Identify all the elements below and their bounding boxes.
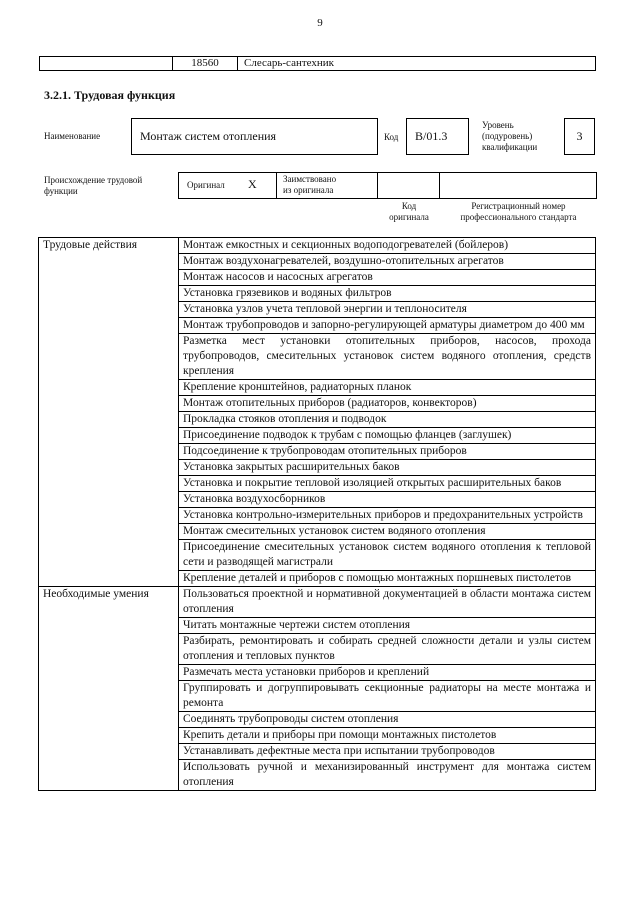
profession-code: 18560 bbox=[173, 57, 238, 71]
origin-label-line-1: Происхождение трудовой bbox=[44, 175, 143, 185]
name-label: Наименование bbox=[44, 131, 101, 141]
code-box bbox=[406, 118, 469, 155]
code-caption-line-2: оригинала bbox=[389, 212, 429, 222]
category-cell: Трудовые действия bbox=[39, 238, 179, 587]
item-cell: Монтаж отопительных приборов (радиаторов, конвекторов) bbox=[179, 396, 596, 412]
item-cell: Крепление деталей и приборов с помощью монтажных поршневых пистолетов bbox=[179, 571, 596, 587]
level-label-line-1: Уровень bbox=[482, 120, 514, 130]
origin-divider-3 bbox=[439, 172, 440, 199]
origin-box bbox=[178, 172, 597, 199]
origin-label-line-2: функции bbox=[44, 186, 78, 196]
item-cell: Присоединение подводок к трубам с помощью фланцев (заглушек) bbox=[179, 428, 596, 444]
origin-label bbox=[44, 175, 142, 197]
function-name: Монтаж систем отопления bbox=[140, 129, 277, 143]
reg-caption-line-2: профессионального стандарта bbox=[460, 212, 577, 222]
level-value: 3 bbox=[576, 129, 583, 143]
table-row bbox=[39, 587, 596, 618]
profession-title: Слесарь-сантехник bbox=[238, 57, 596, 71]
borrowed-label-line-1: Заимствовано bbox=[283, 174, 337, 184]
original-mark: X bbox=[248, 177, 257, 191]
item-cell: Устанавливать дефектные места при испытании трубопроводов bbox=[179, 744, 596, 760]
section-title: 3.2.1. Трудовая функция bbox=[44, 88, 176, 102]
level-label-line-3: квалификации bbox=[482, 142, 538, 152]
category-cell: Необходимые умения bbox=[39, 587, 179, 791]
item-cell: Пользоваться проектной и нормативной документацией в области монтажа систем отопления bbox=[179, 587, 596, 618]
item-cell: Монтаж воздухонагревателей, воздушно-отопительных агрегатов bbox=[179, 254, 596, 270]
reg-caption bbox=[441, 201, 596, 223]
borrowed-label bbox=[283, 174, 336, 196]
name-box bbox=[131, 118, 378, 155]
origin-divider-2 bbox=[377, 172, 378, 199]
level-label bbox=[482, 120, 537, 153]
item-cell: Прокладка стояков отопления и подводок bbox=[179, 412, 596, 428]
item-cell: Размечать места установки приборов и креплений bbox=[179, 665, 596, 681]
code-label: Код bbox=[384, 132, 399, 142]
code-caption-line-1: Код bbox=[401, 201, 417, 211]
original-label: Оригинал bbox=[187, 180, 225, 190]
item-cell: Монтаж емкостных и секционных водоподогревателей (бойлеров) bbox=[179, 238, 596, 254]
blank-cell bbox=[40, 57, 173, 71]
origin-divider-1 bbox=[276, 172, 277, 199]
table-row bbox=[39, 238, 596, 254]
item-cell: Читать монтажные чертежи систем отопления bbox=[179, 618, 596, 634]
item-cell: Разметка мест установки отопительных приборов, насосов, прохода трубопроводов, смесительных установок систем водяного отопления, средств крепления bbox=[179, 334, 596, 380]
item-cell: Соединять трубопроводы систем отопления bbox=[179, 712, 596, 728]
item-cell: Установка контрольно-измерительных приборов и предохранительных устройств bbox=[179, 508, 596, 524]
profession-row bbox=[39, 56, 596, 71]
item-cell: Присоединение смесительных установок систем водяного отопления к тепловой сети и разводящей магистрали bbox=[179, 540, 596, 571]
reg-caption-line-1: Регистрационный номер bbox=[471, 201, 566, 211]
item-cell: Разбирать, ремонтировать и собирать средней сложности детали и узлы систем отопления и тепловых пунктов bbox=[179, 634, 596, 665]
item-cell: Установка закрытых расширительных баков bbox=[179, 460, 596, 476]
item-cell: Установка и покрытие тепловой изоляцией открытых расширительных баков bbox=[179, 476, 596, 492]
item-cell: Монтаж трубопроводов и запорно-регулирующей арматуры диаметром до 400 мм bbox=[179, 318, 596, 334]
item-cell: Использовать ручной и механизированный инструмент для монтажа систем отопления bbox=[179, 760, 596, 791]
borrowed-label-line-2: из оригинала bbox=[283, 185, 334, 195]
item-cell: Установка грязевиков и водяных фильтров bbox=[179, 286, 596, 302]
level-box bbox=[564, 118, 595, 155]
activities-table bbox=[38, 237, 596, 791]
item-cell: Крепить детали и приборы при помощи монтажных пистолетов bbox=[179, 728, 596, 744]
item-cell: Установка узлов учета тепловой энергии и теплоносителя bbox=[179, 302, 596, 318]
item-cell: Монтаж смесительных установок систем водяного отопления bbox=[179, 524, 596, 540]
item-cell: Группировать и догруппировывать секционные радиаторы на месте монтажа и ремонта bbox=[179, 681, 596, 712]
function-code: B/01.3 bbox=[415, 129, 448, 143]
level-label-line-2: (подуровень) bbox=[482, 131, 533, 141]
item-cell: Подсоединение к трубопроводам отопительных приборов bbox=[179, 444, 596, 460]
item-cell: Крепление кронштейнов, радиаторных планок bbox=[179, 380, 596, 396]
item-cell: Установка воздухосборников bbox=[179, 492, 596, 508]
code-caption bbox=[379, 201, 439, 223]
item-cell: Монтаж насосов и насосных агрегатов bbox=[179, 270, 596, 286]
page-number: 9 bbox=[317, 17, 323, 29]
